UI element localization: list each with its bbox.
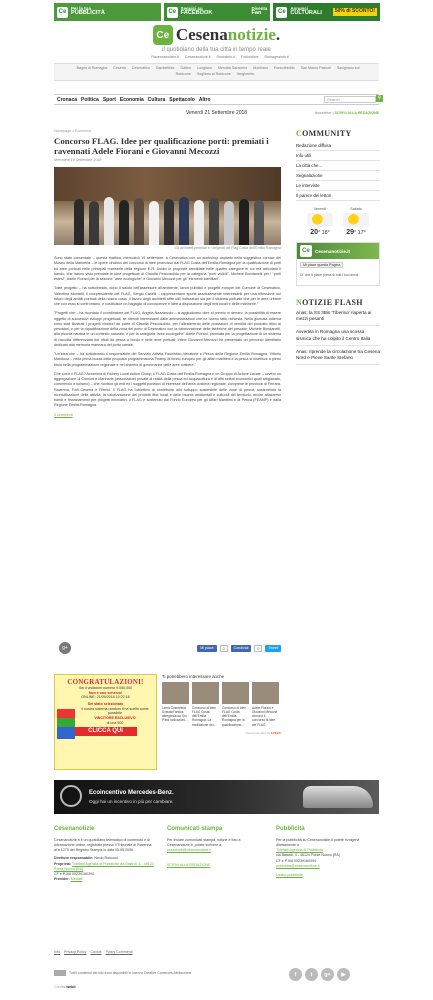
nav-item-economia[interactable]: Economia	[119, 96, 144, 103]
community-item[interactable]: Il parere dei lettori	[296, 191, 380, 201]
related-footer	[162, 731, 281, 735]
credits	[54, 985, 76, 989]
banner-culturali[interactable]	[273, 3, 380, 21]
cc-text: Tutti i contenuti del sito sono disponibili in licenza Creative Commons Attribuzione	[69, 971, 192, 975]
article-paragraph: Che cos'è il FLAG? Acronimo di Fishery Local Action Group, il FLAG Costa dell'Emilia-Romagna è un Gruppo di Azione Locale – ovvero un aggregazione di Comuni e Marinerie (associazioni private di realtà della pesca ed acquacoltura e di altri settori economici quali artigianato, commercio e turismo) – che riunisce gli enti ed i soggetti portatori di interesse dell'area costiera regionale, comprese le province di Ferrara, Ravenna, Forlì-Cesena e Rimini. Il FLAG ha l'obiettivo di contribuire allo sviluppo sostenibile delle zone di pesca, sostenendo la diversificazione delle attività, la valorizzazione dei prodotti ittici locali e delle risorse ambientali e culturali del territorio, anche attraverso bandi e finanziamenti per progetti innovativi. Il FLAG è sostenuto dal Fondo Europeo per gli Affari Marittimi e la Pesca (FEAMP) e dalla Regione Emilia-Romagna.	[54, 371, 281, 408]
search-icon[interactable]: ⚲	[377, 95, 382, 101]
notizie-flash	[296, 298, 380, 365]
article-paragraph: "Progetti che – ha ricordato il coordinatore del FLAG, Angela Nazzaruolo – si aggiudicano oltre al premio in denaro, la possibilità di essere oggetto di successivi sviluppi progettuali, se ritenuti interessanti dalle amministrazioni che ne hanno fatto richiesta. Nella giornata odierna sono stati illustrati i progetti vincitori da parte di Claudia Pescosolido, per l'allestimento delle postazioni di vendita del prodotto ittico ai pescatori, e per la riqualificazione della zona del porto di Cesenatico con la valorizzazione delle fabbriche del pescato; Michele Bondanelli, alla piccola nautica in un contesto naturale, e per la categoria "aree ecologiche" Adele Fiorani, premiata per la progettazione di un sistema di raccolta differenziata dei rifiuti da pesca a bordo e nelle aree portuali; infine Giovanni Mecozzi ha presentato un percorso identitario dedicato alla memoria marinara del porto canale.	[54, 311, 281, 347]
footer-link[interactable]: Info	[54, 950, 60, 954]
nav-item-altro[interactable]: Altro	[198, 96, 211, 103]
community-item[interactable]: La città che...	[296, 161, 380, 171]
logo-dot: .	[275, 25, 281, 44]
related-thumbnail	[162, 682, 189, 704]
footer-text: Per la pubblicità su Cesenanotizie.it potete rivolgervi direttamente a	[276, 837, 360, 847]
footer-col-comunicati	[167, 825, 267, 869]
ad-text: Sei stato selezionato	[87, 702, 124, 707]
banner-line-big: CULTURALI	[290, 10, 322, 17]
city-link[interactable]: Sogliano al Rubicone	[196, 71, 231, 76]
fb-like-page-button[interactable]: Mi piace questa Pagina	[300, 262, 343, 268]
tagline: il quotidiano della tua città in tempo reale	[162, 47, 271, 53]
mercedes-star-icon	[60, 785, 82, 807]
like-count: 0	[220, 645, 228, 652]
top-banners	[54, 3, 380, 21]
banner-facebook[interactable]	[164, 3, 271, 21]
provider-label: Provider:	[54, 877, 70, 882]
heading-rest: OMMUNITY	[302, 129, 352, 138]
current-date: Venerdì 21 Settembre 2018	[185, 109, 248, 116]
city-link[interactable]: Gambettola	[155, 66, 175, 70]
related-item[interactable]	[222, 682, 249, 727]
weather-day	[341, 207, 371, 236]
weather-temps: 29° 17°	[346, 229, 366, 236]
facebook-icon[interactable]: f	[289, 968, 302, 981]
city-link[interactable]: San Mauro Pascoli	[300, 66, 331, 70]
article-body	[54, 256, 281, 409]
flash-item[interactable]: Anas: la SS 3Bis 'Tiberina' riaperta ai mezzi pesanti	[296, 307, 380, 326]
site-logo[interactable]	[0, 24, 433, 46]
recommended-by: Raccomandato da	[245, 730, 270, 735]
search-input[interactable]: Search	[324, 96, 376, 103]
weather-day-name: Sabato	[350, 207, 362, 211]
city-link[interactable]: Longiano	[197, 66, 212, 70]
share-count: 0	[254, 645, 262, 652]
community-heading	[296, 129, 380, 138]
ad-text: Sei il visitatore numero 9.000.000	[78, 686, 133, 690]
heading-rest: OTIZIE FLASH	[302, 298, 363, 307]
provider-link[interactable]: Mediati	[70, 877, 83, 882]
footer-cf: CF e P.IVA 00239160394	[54, 871, 95, 876]
banner-line-big: Fan	[251, 10, 262, 17]
flash-item[interactable]: Avvertita in Romagna una scossa sismica che ha colpito il Centro Italia	[296, 326, 380, 345]
lower-section	[54, 674, 281, 774]
google-plus-icon[interactable]: g+	[59, 642, 71, 654]
credits-label: Credits	[54, 985, 66, 989]
network-links	[120, 55, 320, 59]
footer-text: Cesenanotizie.it è un quotidiano telematico di contenuto e di informazione online, registrato presso il Tribunale di Ravenna al n.1275 del Registro Stampa in data 05.05.2006.	[54, 837, 152, 853]
city-link[interactable]: Verghereto	[236, 71, 255, 76]
redazione-email-link[interactable]: redazione@cesenanotizie.it	[167, 848, 212, 853]
main-nav	[54, 94, 382, 105]
temp-b: 17	[357, 230, 364, 236]
fb-page-name[interactable]: Cesenanotizie.it	[315, 248, 350, 254]
article-paragraph: "Idee progetto – ha sottolineato, dopo il saluto dell'assessore all'ambiente, lavori pubblici e progetti europei del Comune di Cesenatico, Valentina Montalti, il vicepresidente del FLAG, Sergio Caselli – rappresentano spunti assolutamente interessanti per una riflessione sul futuro degli ambiti portuali della nostra costa. Il lavoro degli architetti offre utili indicazioni sia per il sistema portuale che per le aree urbane che con esso si confrontano, e costituisce un bagaglio di conoscenze e idee a disposizione degli enti locali e delle marinerie."	[54, 286, 281, 307]
city-link[interactable]: Bagno di Romagna	[76, 66, 108, 70]
network-site-link[interactable]: Forlinotizie	[241, 55, 259, 59]
credits-link[interactable]: webit	[66, 985, 76, 989]
ad-text: VINCITORE ESCLUSIVO	[94, 716, 136, 721]
agency-link[interactable]: Tuttifatti Agenzia di Pubblicità	[276, 848, 323, 853]
footer-link[interactable]: Cookie	[90, 950, 102, 954]
twitter-icon[interactable]: t	[305, 968, 318, 981]
nav-items	[57, 97, 215, 103]
nav-item-cultura[interactable]: Cultura	[147, 96, 166, 103]
discount-badge: 50% di SCONTO!	[334, 8, 376, 15]
city-link[interactable]: Cesena	[113, 66, 126, 70]
footer-col-cesenanotizie	[54, 825, 154, 882]
cities-bar	[54, 63, 379, 81]
footer-heading: Comunicati stampa	[167, 826, 223, 832]
heading-initial: N	[296, 298, 303, 307]
ad-text: ONLINE: 21/09/2018 10:22:18	[81, 695, 130, 700]
article-paragraph: "Un'idea che – ha sottolineato il responsabile del Servizio Attività Faunistico-Venatorie e Pesca della Regione Emilia Romagna, Vittorio Manduca – nella prima bozza della proposta programmatoria Feamp di fondo europeo per gli affari marittimi e la pesca si inserisce a pieno titolo nella programmazione regionale e nel sistema di governance delle aree costiere."	[54, 352, 281, 367]
photo-caption: Gli architetti premiati e i dirigenti del Flag Costa dell'Emilia Romagna	[174, 246, 281, 251]
related-thumbnail	[252, 682, 279, 704]
community-list	[296, 141, 380, 201]
temp-a: 29	[346, 229, 354, 236]
date-bar	[54, 108, 379, 117]
cesenanotizie-logo-icon: Ce	[57, 7, 68, 18]
owner-link[interactable]: Tuttifatti Agenzia di Pubblicità via Baiardi, 4 - 48124 Ponte Nuovo (RA)	[54, 861, 154, 871]
ad-text: Non è uno scherzo!	[88, 690, 123, 695]
logo-name-b: notizie	[227, 25, 276, 44]
write-redazione-link[interactable]: SCRIVI ALLA REDAZIONE	[334, 110, 379, 115]
network-site-link[interactable]: Romagnainfo.it	[264, 55, 289, 59]
logo-name-a: Cesena	[175, 25, 228, 44]
mercedes-banner[interactable]	[54, 780, 379, 814]
car-image	[303, 786, 373, 808]
footer	[54, 825, 379, 945]
network-site-link[interactable]: Cesenanotizie.it	[184, 55, 211, 59]
network-site-link[interactable]: Riminiinfo.it	[216, 55, 236, 59]
epeek-brand[interactable]: EPEEK	[270, 730, 281, 735]
sun-icon	[307, 213, 333, 227]
facebook-page-widget[interactable]	[296, 242, 380, 286]
article-photo	[54, 167, 281, 245]
related-list	[162, 682, 281, 727]
agency-cf: CF e P.IVA 00239160394	[276, 858, 317, 863]
listino-link[interactable]: Listino pubblicità	[276, 872, 303, 877]
mercedes-line1: Ecoincentivo Mercedes-Benz.	[89, 790, 174, 796]
footer-heading: Cesenanotizie	[54, 826, 95, 832]
banner-line: Annunci	[290, 5, 308, 11]
mercedes-line2: Oggi hai un incentivo in più per cambiare.	[89, 799, 174, 804]
director-label: Direttore responsabile:	[54, 856, 94, 861]
footer-link[interactable]: Policy Commenti	[105, 950, 133, 954]
nav-item-politica[interactable]: Politica	[81, 96, 99, 103]
related-title: Linea Cosmetica Svelata l'antica alterglosia da Giù Piedi Indicazioni...	[162, 706, 188, 723]
weather-temps: 20° 18°	[310, 229, 330, 236]
article-paragraph: Sono state presentate – questa mattina, mercoledì 19 settembre, a Cesenatico con un workshop ospitato nella suggestiva cornice del Museo della Marineria – le opere vincitrici del concorso di idee promosso dal FLAG Costa dell'Emilia-Romagna per la qualificazione di porti ed aree portuali nelle principali marinerie della regione E-R. Dodici le proposte candidate nelle quattro categorie in cui era articolato il bando, che hanno visto premiate le idee progettuali di Claudia Pescosolido per la categoria "porti vivibili", Michele Bondanelli per i "porti estesi", Adele Fiorani per la sezione "aree ecologiche" e Giovanni Mecozzi per gli "elementi identitari".	[54, 256, 281, 282]
weather-day	[305, 207, 335, 236]
sidebar	[296, 129, 380, 365]
google-plus-icon[interactable]: g+	[321, 968, 334, 981]
footer-social	[289, 968, 350, 981]
banner-line-big: FACEBOOK	[180, 10, 213, 17]
flash-item[interactable]: Anas: riprende la circolazione tra Cesena Nord e Pieve Sante Stefano	[296, 346, 380, 365]
weather-day-name: Venerdì	[313, 207, 327, 211]
ad-headline: CONGRATULAZIONI!	[67, 678, 144, 686]
ad-cta-button[interactable]: CLICCA QUI	[75, 727, 137, 736]
city-link[interactable]: Montiano	[253, 66, 269, 70]
director-name: Nevio Ronconi	[94, 856, 118, 861]
footer-links	[54, 950, 137, 954]
city-link[interactable]: Savignano sul Rubicone	[175, 66, 360, 76]
congratulations-ad[interactable]	[54, 674, 157, 770]
related-articles	[162, 674, 281, 735]
related-item[interactable]	[192, 682, 219, 727]
community-item[interactable]: Segnalazione	[296, 171, 380, 181]
network-site-link[interactable]: Ravennanotizie.it	[151, 55, 179, 59]
tweet-button[interactable]: Tweet	[265, 645, 281, 652]
footer-link[interactable]: Privacy Policy	[64, 950, 87, 954]
youtube-icon[interactable]: ▶	[337, 968, 350, 981]
banner-line: Seguici su	[180, 5, 203, 11]
cc-badge-icon	[54, 970, 66, 976]
comments-link[interactable]: 0 commenti	[54, 412, 73, 417]
city-link[interactable]: Cesenatico	[131, 66, 150, 70]
facebook-share-button[interactable]: Condividi	[231, 645, 252, 652]
logo-wordmark	[176, 25, 280, 45]
banner-line: Diventa	[251, 5, 268, 11]
ad-text: di una 500	[106, 720, 124, 725]
cc-license	[54, 970, 191, 976]
related-thumbnail	[222, 682, 249, 704]
owner-label: Proprietà:	[54, 861, 71, 866]
related-title: Concorso di idee FLAG Costa dell'Emilia Romagna. La mediazione dei...	[192, 706, 217, 727]
banner-pubblicita[interactable]	[54, 3, 161, 21]
article	[54, 129, 285, 417]
sun-cloud-icon	[343, 213, 369, 227]
weather-widget	[296, 207, 380, 236]
cesenanotizie-logo-icon: Ce	[167, 7, 178, 18]
facebook-like-button[interactable]: Mi piace	[197, 645, 216, 652]
logo-ce-icon: Ce	[153, 25, 173, 45]
datebar-links: Newsletter | SCRIVI ALLA REDAZIONE	[314, 110, 379, 115]
ad-text: Il nostro sistema random ti ha scelto come possibile	[81, 706, 149, 716]
community-item[interactable]: Info utili	[296, 151, 380, 161]
city-link[interactable]: Mercato Saraceno	[217, 66, 248, 70]
related-thumbnail	[192, 682, 219, 704]
related-title: Concorso di idee FLAG Costa dell'Emilia-Romagna per la qualificazione...	[222, 706, 246, 727]
footer-text: Per inviare comunicati stampa, notizie e foto a Cesenanotizie.it, potete scrivere a:	[167, 837, 241, 847]
related-heading: Ti potrebbero interessare anche	[162, 674, 225, 679]
agency-address: via Baiardi, 4 - 48124 Ponte Nuovo (RA)	[276, 853, 341, 858]
temp-b: 18	[321, 230, 328, 236]
related-title: Adele Fiorani e Giovanni Mecozzi vincono il concorso di idee del FLAG	[252, 706, 278, 727]
heading-initial: C	[296, 129, 303, 138]
nav-item-sport[interactable]: Sport	[102, 96, 116, 103]
temp-a: 20	[310, 229, 318, 236]
banner-line: Per la tua	[71, 5, 91, 11]
related-item[interactable]	[252, 682, 279, 727]
pubblicita-email-link[interactable]: pubblicita@cesenanotizie.it	[276, 863, 320, 868]
footer-col-pubblicita	[276, 825, 379, 878]
community-item[interactable]: Redazione diffusa	[296, 141, 380, 151]
flash-heading	[296, 298, 380, 307]
newsletter-link[interactable]: Newsletter	[314, 110, 332, 115]
nav-item-spettacolo[interactable]: Spettacolo	[169, 96, 195, 103]
community-item[interactable]: Le interviste	[296, 181, 380, 191]
breadcrumb[interactable]: Homepage > Economia	[54, 129, 91, 133]
banner-line-big: PUBBLICITÀ	[71, 10, 105, 17]
cesenanotizie-logo-icon: Ce	[276, 7, 287, 18]
related-item[interactable]	[162, 682, 189, 727]
fb-widget-text: Di' che ti piace prima di tutti i tuoi amici	[300, 273, 359, 277]
share-bar	[54, 637, 281, 659]
flash-list	[296, 307, 380, 365]
city-link[interactable]: Gatteo	[180, 66, 192, 70]
write-redazione-footer-link[interactable]: SCRIVI ALLA REDAZIONE	[167, 863, 211, 868]
nav-item-cronaca[interactable]: Cronaca	[57, 96, 78, 103]
city-link[interactable]: Roncofreddo	[274, 66, 295, 70]
gift-boxes-icon	[57, 709, 75, 739]
article-title: Concorso FLAG. Idee per qualificazione porti: premiati i ravennati Adele Fiorani e Giovanni Mecozzi	[54, 136, 269, 157]
article-date: Mercoledì 19 Settembre 2018	[54, 158, 102, 163]
cesenanotizie-logo-icon: Ce	[300, 245, 312, 257]
footer-heading: Pubblicità	[276, 826, 305, 832]
